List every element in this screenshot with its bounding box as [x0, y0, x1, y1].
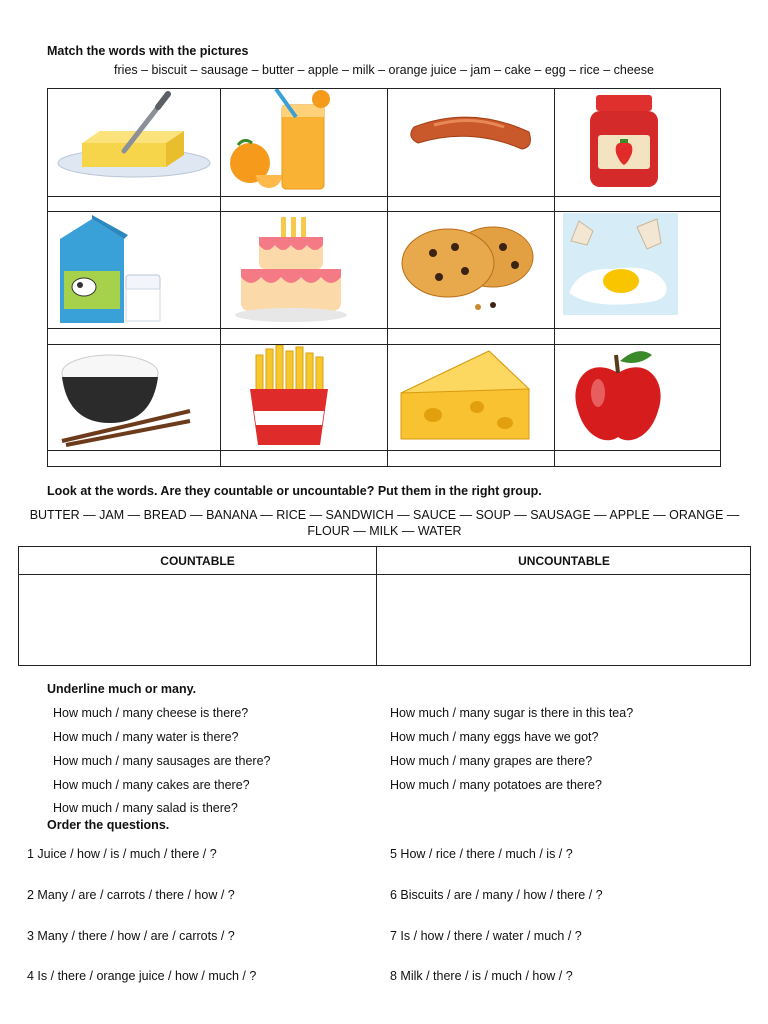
section1-wordlist: fries – biscuit – sausage – butter – apple – milk – orange juice – jam – cake – egg – rice – cheese	[114, 63, 654, 77]
cake-icon	[231, 215, 351, 325]
much-many-left-3: How much / many sausages are there?	[53, 754, 271, 768]
section2-words-line1: BUTTER — JAM — BREAD — BANANA — RICE — SANDWICH — SAUCE — SOUP — SAUSAGE — APPLE — ORANGE —	[29, 508, 740, 522]
section1-title: Match the words with the pictures	[47, 44, 249, 58]
fries-icon	[246, 345, 332, 447]
much-many-left-4: How much / many cakes are there?	[53, 778, 250, 792]
order-question-3: 3 Many / there / how / are / carrots / ?	[27, 929, 235, 943]
section2-words-line2: FLOUR — MILK — WATER	[307, 524, 462, 538]
order-question-8: 8 Milk / there / is / much / how / ?	[390, 969, 573, 983]
section3-title: Underline much or many.	[47, 682, 197, 696]
jam-jar-icon	[584, 91, 664, 191]
much-many-right-4: How much / many potatoes are there?	[390, 778, 602, 792]
order-question-2: 2 Many / are / carrots / there / how / ?	[27, 888, 235, 902]
picture-grid	[47, 88, 721, 467]
section4-title: Order the questions.	[47, 818, 170, 832]
much-many-right-2: How much / many eggs have we got?	[390, 730, 599, 744]
much-many-right-1: How much / many sugar is there in this tea?	[390, 706, 634, 720]
order-question-6: 6 Biscuits / are / many / how / there / ?	[390, 888, 603, 902]
much-many-left-1: How much / many cheese is there?	[53, 706, 249, 720]
biscuit-icon	[393, 217, 543, 317]
order-question-5: 5 How / rice / there / much / is / ?	[390, 847, 573, 861]
uncountable-header: UNCOUNTABLE	[518, 554, 610, 568]
section2-title: Look at the words. Are they countable or uncountable? Put them in the right group.	[47, 484, 542, 498]
rice-icon	[54, 349, 194, 449]
milk-icon	[54, 215, 164, 325]
order-question-1: 1 Juice / how / is / much / there / ?	[27, 847, 217, 861]
egg-icon	[563, 213, 678, 315]
sausage-icon	[404, 107, 539, 167]
order-question-7: 7 Is / how / there / water / much / ?	[390, 929, 582, 943]
cheese-icon	[393, 347, 533, 447]
countable-table	[18, 546, 751, 666]
much-many-left-5: How much / many salad is there?	[53, 801, 238, 815]
uncountable-answer-area[interactable]	[377, 575, 751, 666]
countable-header: COUNTABLE	[160, 554, 235, 568]
much-many-left-2: How much / many water is there?	[53, 730, 239, 744]
much-many-right-3: How much / many grapes are there?	[390, 754, 593, 768]
order-question-4: 4 Is / there / orange juice / how / much / ?	[27, 969, 257, 983]
butter-icon	[54, 91, 214, 191]
countable-answer-area[interactable]	[19, 575, 376, 666]
apple-icon	[568, 347, 668, 447]
orange-juice-icon	[226, 89, 346, 195]
